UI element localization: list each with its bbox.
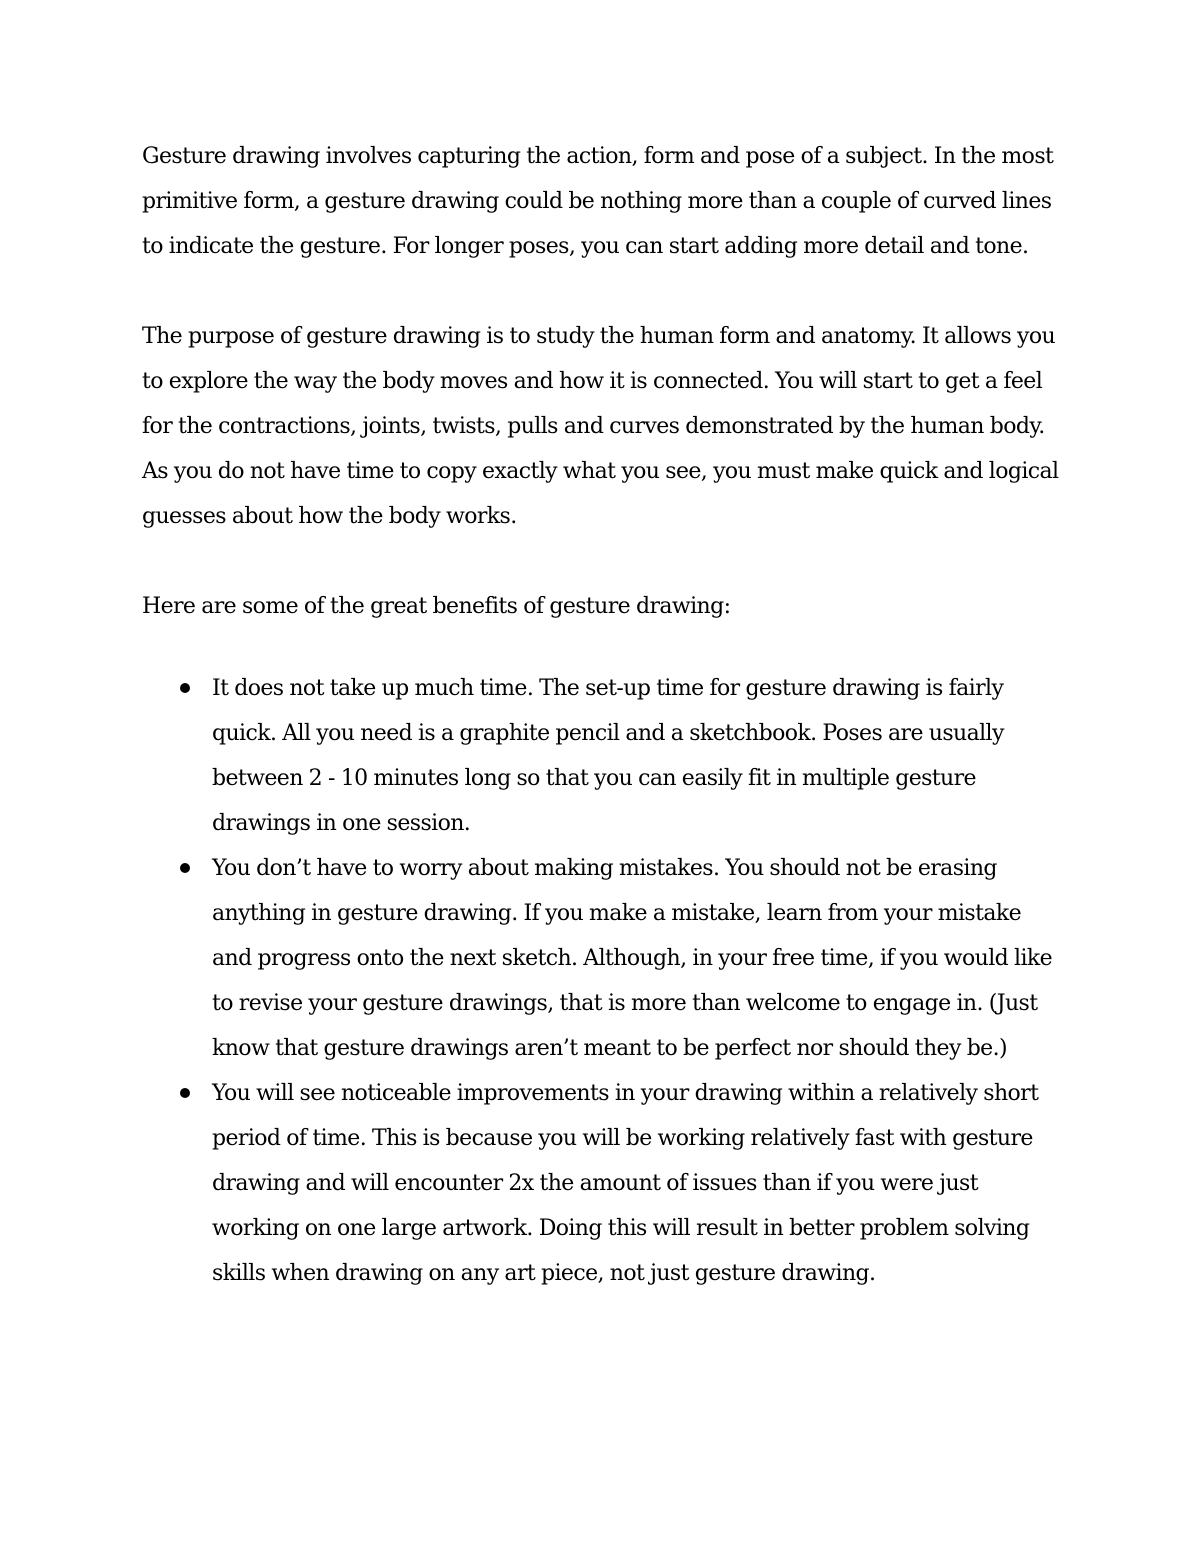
benefits-intro: Here are some of the great benefits of gesture drawing: bbox=[142, 594, 731, 619]
benefits-list bbox=[142, 666, 1060, 1296]
list-item-text: You will see noticeable improvements in your drawing within a relatively short period of time. This is because you will be working relatively fast with gesture drawing and will encounter 2x the amount of issues than if you were just working on one large artwork. Doing this will result in better problem solving skills when drawing on any art piece, not just gesture drawing. bbox=[212, 1081, 1039, 1286]
list-item bbox=[142, 846, 1060, 1071]
list-item bbox=[142, 1071, 1060, 1296]
paragraph-purpose: The purpose of gesture drawing is to study the human form and anatomy. It allows you to explore the way the body moves and how it is connected. You will start to get a feel for the contractions, joints, twists, pulls and curves demonstrated by the human body. As you do not have time to copy exactly what you see, you must make quick and logical guesses about how the body works. bbox=[142, 324, 1059, 529]
paragraph-definition: Gesture drawing involves capturing the action, form and pose of a subject. In the most primitive form, a gesture drawing could be nothing more than a couple of curved lines to indicate the gesture. For longer poses, you can start adding more detail and tone. bbox=[142, 144, 1054, 259]
list-item bbox=[142, 666, 1060, 846]
bullet-icon bbox=[180, 683, 190, 693]
list-item-text: It does not take up much time. The set-up time for gesture drawing is fairly quick. All you need is a graphite pencil and a sketchbook. Poses are usually between 2 - 10 minutes long so that you can easily fit in multiple gesture drawings in one session. bbox=[212, 676, 1004, 836]
bullet-icon bbox=[180, 1088, 190, 1098]
bullet-icon bbox=[180, 863, 190, 873]
list-item-text: You don’t have to worry about making mistakes. You should not be erasing anything in gesture drawing. If you make a mistake, learn from your mistake and progress onto the next sketch. Although, in your free time, if you would like to revise your gesture drawings, that is more than welcome to engage in. (Just know that gesture drawings aren’t meant to be perfect nor should they be.) bbox=[212, 856, 1053, 1061]
document-body bbox=[142, 134, 1060, 1296]
